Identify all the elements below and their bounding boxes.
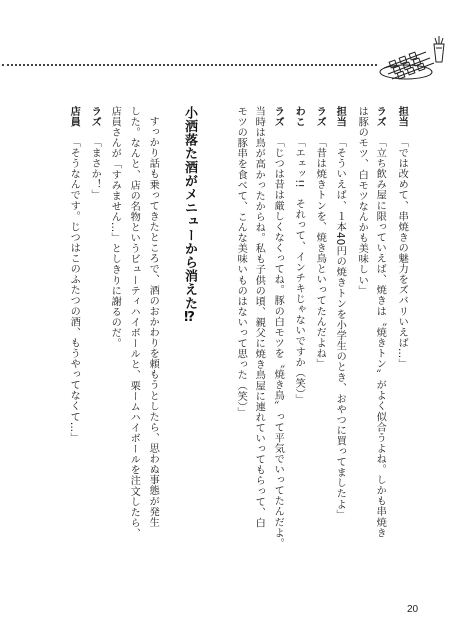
- dialogue-line: モツの豚串を食べて、こんな美味いものはないって思った（笑）」: [235, 106, 247, 418]
- dialogue-line: 当時は鳥が高かったからね。私も子供の頃、親父に焼き鳥屋に連れていってもらって、白: [253, 106, 265, 528]
- page-number: 20: [407, 604, 419, 615]
- narrative-line: すっかり話も乗ってきたところで、酒のおかわりを頼もうとしたら、思わぬ事態が発生: [147, 116, 159, 528]
- narrative-line: 店員さんが「すみません…」としきりに謝るのだ。: [109, 106, 121, 349]
- speaker-label: 担当: [334, 106, 346, 128]
- dialogue-line: 「まさか！」: [89, 137, 101, 201]
- dialogue-line: 「そういえば、１本40円の焼きトンを小学生のとき、おやつに買ってましたよ」: [334, 137, 346, 520]
- speaker-label: ラズ: [374, 106, 386, 128]
- speaker-label: 店員: [68, 106, 80, 128]
- speaker-label: わこ: [293, 106, 305, 128]
- dialogue-line: 「では改めて、串焼きの魅力をズバリいえば…」: [396, 137, 408, 370]
- narrative-line: した。なんと、店の名物というビューティハイボールと、栗ームハイボールを注文したら、: [128, 106, 140, 539]
- yakitori-skewers-illustration: [376, 32, 448, 84]
- section-heading: 小洒落た酒がメニューから消えた⁉: [182, 106, 197, 326]
- dialogue-line: 「じつは昔は厳しくなくってね。豚の白モツを〝焼き鳥〟って平気でいってたんだよ。: [272, 137, 284, 549]
- dialogue-line: は豚のモツ、白モツなんかも美味しい」: [356, 106, 368, 296]
- speaker-label: ラズ: [314, 106, 326, 128]
- speaker-label: 担当: [396, 106, 408, 128]
- dialogue-line: 「昔は焼きトンを、焼き鳥といってたんだよね」: [314, 137, 326, 370]
- speaker-label: ラズ: [89, 106, 101, 128]
- dialogue-line: 「そうなんです。じつはこのふたつの酒、もうやってなくて…」: [68, 137, 80, 443]
- dialogue-line: 「立ち飲み屋に限っていえば、焼きは〝焼きトン〟がよく似合うよね。しかも串焼き: [374, 137, 386, 538]
- dialogue-line: 「エェッ!! それって、インチキじゃないですか（笑）」: [293, 137, 305, 405]
- dotted-separator: [2, 64, 377, 66]
- speaker-label: ラズ: [272, 106, 284, 128]
